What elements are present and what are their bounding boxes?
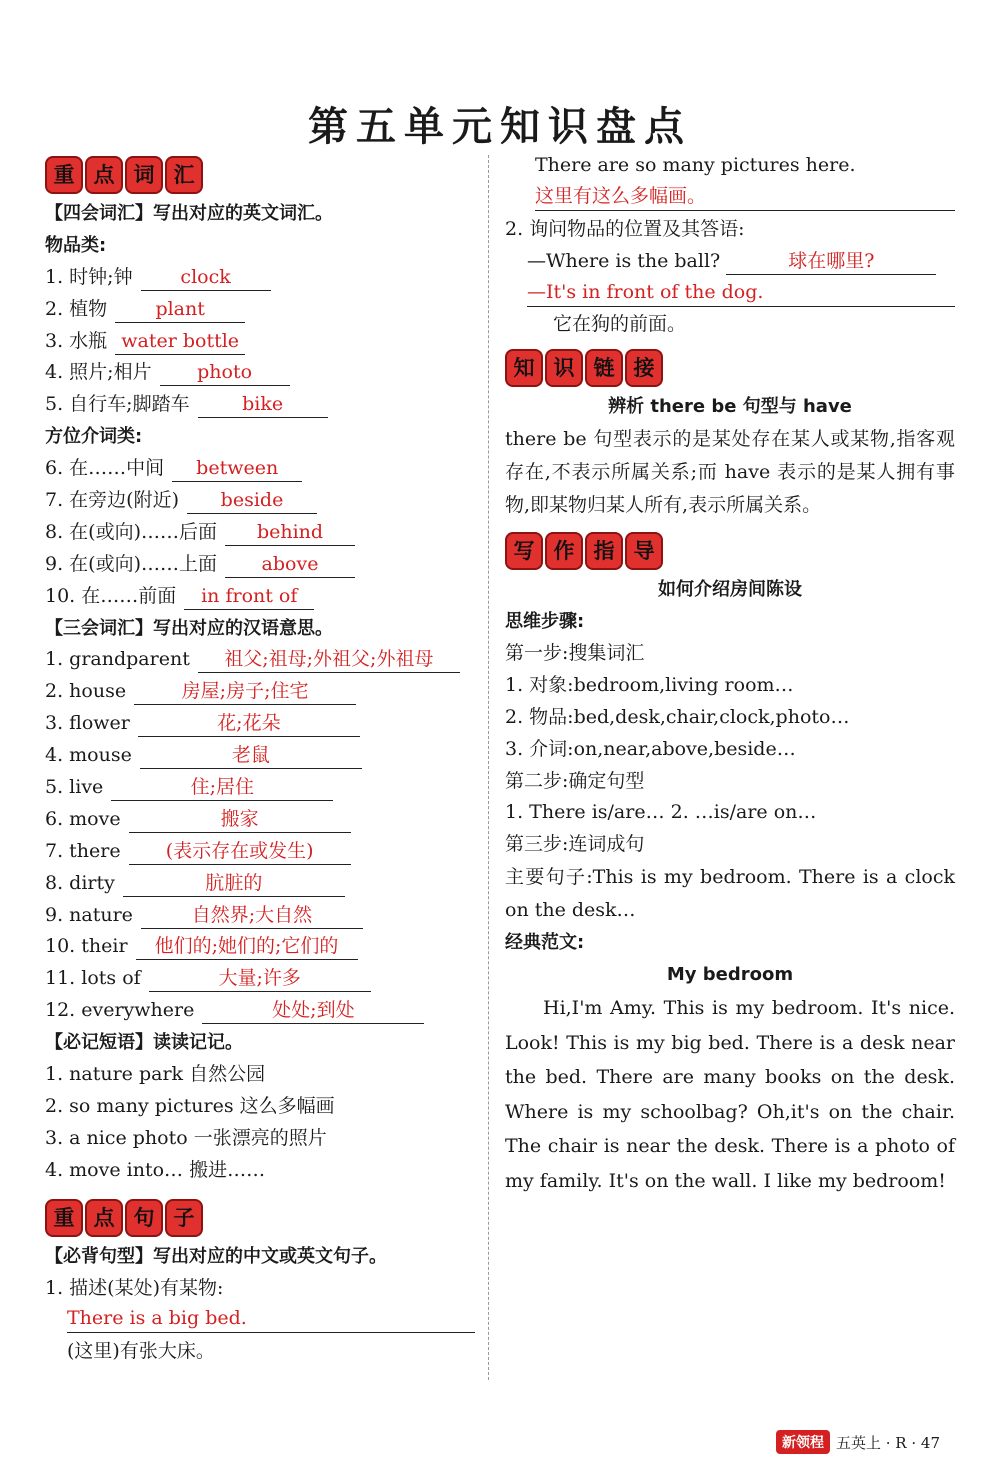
right-column: [505, 150, 955, 1198]
vocab-answer: 祖父;祖母;外祖父;外祖母: [198, 646, 460, 673]
badge-char: 点: [85, 1199, 123, 1237]
main-sentence: 主要句子:This is my bedroom. There is a clock on the desk…: [505, 866, 955, 922]
sentence-label: 1. 描述(某处)有某物:: [45, 1276, 224, 1299]
vocab-answer: plant: [115, 296, 245, 323]
question-answer: 球在哪里?: [726, 248, 936, 275]
badge-char: 写: [505, 532, 543, 570]
vocab-prompt: 9. 在(或向)……上面: [45, 552, 217, 575]
vocab-row: [45, 995, 475, 1027]
vocab-answer: 大量;许多: [149, 965, 371, 992]
publisher-logo: 新领程: [776, 1430, 830, 1454]
badge-char: 知: [505, 349, 543, 387]
vocab-row: [45, 262, 475, 294]
badge-char: 子: [165, 1199, 203, 1237]
badge-char: 接: [625, 349, 663, 387]
vocab-row: [45, 644, 475, 676]
badge-char: 指: [585, 532, 623, 570]
badge-char: 导: [625, 532, 663, 570]
essay-title: My bedroom: [666, 964, 794, 986]
vocab-answer: above: [225, 551, 355, 578]
badge-char: 句: [125, 1199, 163, 1237]
writing-step-line: 第一步:搜集词汇: [505, 642, 645, 665]
writing-step-line: 1. 对象:bedroom,living room…: [505, 673, 794, 696]
vocab-prompt: 6. move: [45, 807, 121, 830]
vocab-answer: (表示存在或发生): [129, 838, 351, 865]
badge-sentences: [45, 1199, 203, 1237]
vocab-row: [45, 772, 475, 804]
vocab-answer: beside: [187, 487, 317, 514]
badge-char: 作: [545, 532, 583, 570]
badge-char: 重: [45, 1199, 83, 1237]
vocab-row: [45, 326, 475, 358]
vocab-prompt: 8. dirty: [45, 871, 115, 894]
vocab-row: [45, 708, 475, 740]
sentence-text: (这里)有张大床。: [67, 1340, 215, 1363]
steps-label: 思维步骤:: [505, 611, 585, 633]
vocab-row: [45, 836, 475, 868]
vocab-prompt: 6. 在……中间: [45, 457, 165, 480]
vocab-answer: 住;居住: [111, 774, 333, 801]
phrase-item: 2. so many pictures 这么多幅画: [45, 1094, 335, 1117]
vocab-prompt: 8. 在(或向)……后面: [45, 520, 217, 543]
sentence-answer: There is a big bed.: [67, 1304, 475, 1333]
left-column: [45, 150, 475, 1368]
vocab-answer: water bottle: [115, 328, 245, 355]
page-footer: [776, 1430, 940, 1454]
vocab-row: [45, 549, 475, 581]
vocab-prompt: 1. 时钟;钟: [45, 265, 133, 288]
phrase-item: 3. a nice photo 一张漂亮的照片: [45, 1126, 327, 1149]
vocab-prompt: 2. house: [45, 680, 127, 703]
vocab-prompt: 9. nature: [45, 903, 133, 926]
badge-char: 词: [125, 156, 163, 194]
writing-step-line: 2. 物品:bed,desk,chair,clock,photo…: [505, 705, 850, 728]
vocab-prompt: 4. mouse: [45, 744, 132, 767]
question-text: —Where is the ball?: [527, 249, 721, 272]
sentences-heading: 【必背句型】写出对应的中文或英文句子。: [45, 1245, 387, 1267]
phrase-item: 4. move into… 搬进……: [45, 1158, 266, 1181]
badge-char: 汇: [165, 156, 203, 194]
vocab-row: [45, 581, 475, 613]
link-subtitle: 辨析 there be 句型与 have: [608, 396, 852, 418]
four-skill-heading: 【四会词汇】写出对应的英文词汇。: [45, 203, 333, 224]
vocab-answer: 老鼠: [140, 742, 362, 769]
writing-step-line: 3. 介词:on,near,above,beside…: [505, 737, 796, 760]
vocab-prompt: 3. flower: [45, 712, 130, 735]
vocab-answer: photo: [160, 359, 290, 386]
sentence-label: 2. 询问物品的位置及其答语:: [505, 217, 745, 240]
vocab-row: [45, 931, 475, 963]
vocab-answer: bike: [198, 391, 328, 418]
vocab-row: [45, 740, 475, 772]
vocab-answer: 处处;到处: [202, 997, 424, 1024]
three-skill-heading: 【三会词汇】写出对应的汉语意思。: [45, 617, 333, 639]
column-divider: [488, 155, 489, 1380]
vocab-row: [45, 963, 475, 995]
writing-subtitle: 如何介绍房间陈设: [658, 579, 802, 601]
vocab-prompt: 5. live: [45, 776, 104, 799]
vocab-prompt: 12. everywhere: [45, 999, 195, 1022]
vocab-prompt: 11. lots of: [45, 967, 141, 990]
vocab-prompt: 4. 照片;相片: [45, 361, 152, 384]
vocab-answer: 花;花朵: [138, 710, 360, 737]
answer-translation: 它在狗的前面。: [553, 313, 687, 336]
page-title: 第五单元知识盘点: [308, 104, 692, 150]
category-label: 物品类:: [45, 234, 107, 256]
writing-step-line: 第二步:确定句型: [505, 769, 645, 792]
badge-link: [505, 349, 663, 387]
vocab-prompt: 1. grandparent: [45, 648, 190, 671]
answer-sentence: —It's in front of the dog.: [527, 278, 955, 307]
vocab-prompt: 10. 在……前面: [45, 584, 177, 607]
vocab-answer: 自然界;大自然: [141, 902, 363, 929]
sentence-answer: 这里有这么多幅画。: [535, 182, 955, 211]
vocab-row: [45, 900, 475, 932]
sample-label: 经典范文:: [505, 932, 585, 954]
sentence-text: There are so many pictures here.: [535, 154, 856, 176]
vocab-row: [45, 868, 475, 900]
category-label: 方位介词类:: [45, 426, 143, 448]
phrase-item: 1. nature park 自然公园: [45, 1063, 266, 1086]
badge-char: 重: [45, 156, 83, 194]
writing-step-line: 第三步:连词成句: [505, 833, 645, 856]
vocab-row: [45, 676, 475, 708]
badge-char: 识: [545, 349, 583, 387]
vocab-answer: 搬家: [129, 806, 351, 833]
vocab-row: [45, 389, 475, 421]
vocab-answer: in front of: [184, 583, 314, 610]
essay-body: Hi,I'm Amy. This is my bedroom. It's nice. Look! This is my big bed. There is a desk near the bed. There are many books on the desk. Where is my schoolbag? Oh,it's on the chair. The chair is near the desk. There is a photo of my family. It's on the wall. I like my bedroom!: [505, 997, 955, 1192]
link-paragraph: there be 句型表示的是某处存在某人或某物,指客观存在,不表示所属关系;而 have 表示的是某人拥有事物,即某物归某人所有,表示所属关系。: [505, 428, 955, 517]
vocab-prompt: 7. 在旁边(附近): [45, 489, 179, 512]
page-number: 五英上 · R · 47: [836, 1433, 940, 1452]
vocab-row: [45, 357, 475, 389]
vocab-answer: 房屋;房子;住宅: [134, 678, 356, 705]
vocab-row: [45, 517, 475, 549]
vocab-prompt: 10. their: [45, 935, 128, 958]
badge-char: 链: [585, 349, 623, 387]
writing-step-line: 1. There is/are… 2. …is/are on…: [505, 801, 817, 824]
vocab-row: [45, 804, 475, 836]
vocab-answer: clock: [141, 264, 271, 291]
badge-writing: [505, 532, 663, 570]
vocab-row: [45, 485, 475, 517]
phrases-heading: 【必记短语】读读记记。: [45, 1032, 243, 1054]
vocab-prompt: 7. there: [45, 839, 121, 862]
vocab-answer: behind: [225, 519, 355, 546]
vocab-row: [45, 453, 475, 485]
vocab-prompt: 5. 自行车;脚踏车: [45, 393, 190, 416]
badge-vocab: [45, 156, 203, 194]
vocab-answer: between: [172, 455, 302, 482]
vocab-prompt: 2. 植物: [45, 297, 108, 320]
vocab-prompt: 3. 水瓶: [45, 329, 108, 352]
vocab-answer: 他们的;她们的;它们的: [136, 933, 358, 960]
vocab-row: [45, 294, 475, 326]
badge-char: 点: [85, 156, 123, 194]
vocab-answer: 肮脏的: [123, 870, 345, 897]
